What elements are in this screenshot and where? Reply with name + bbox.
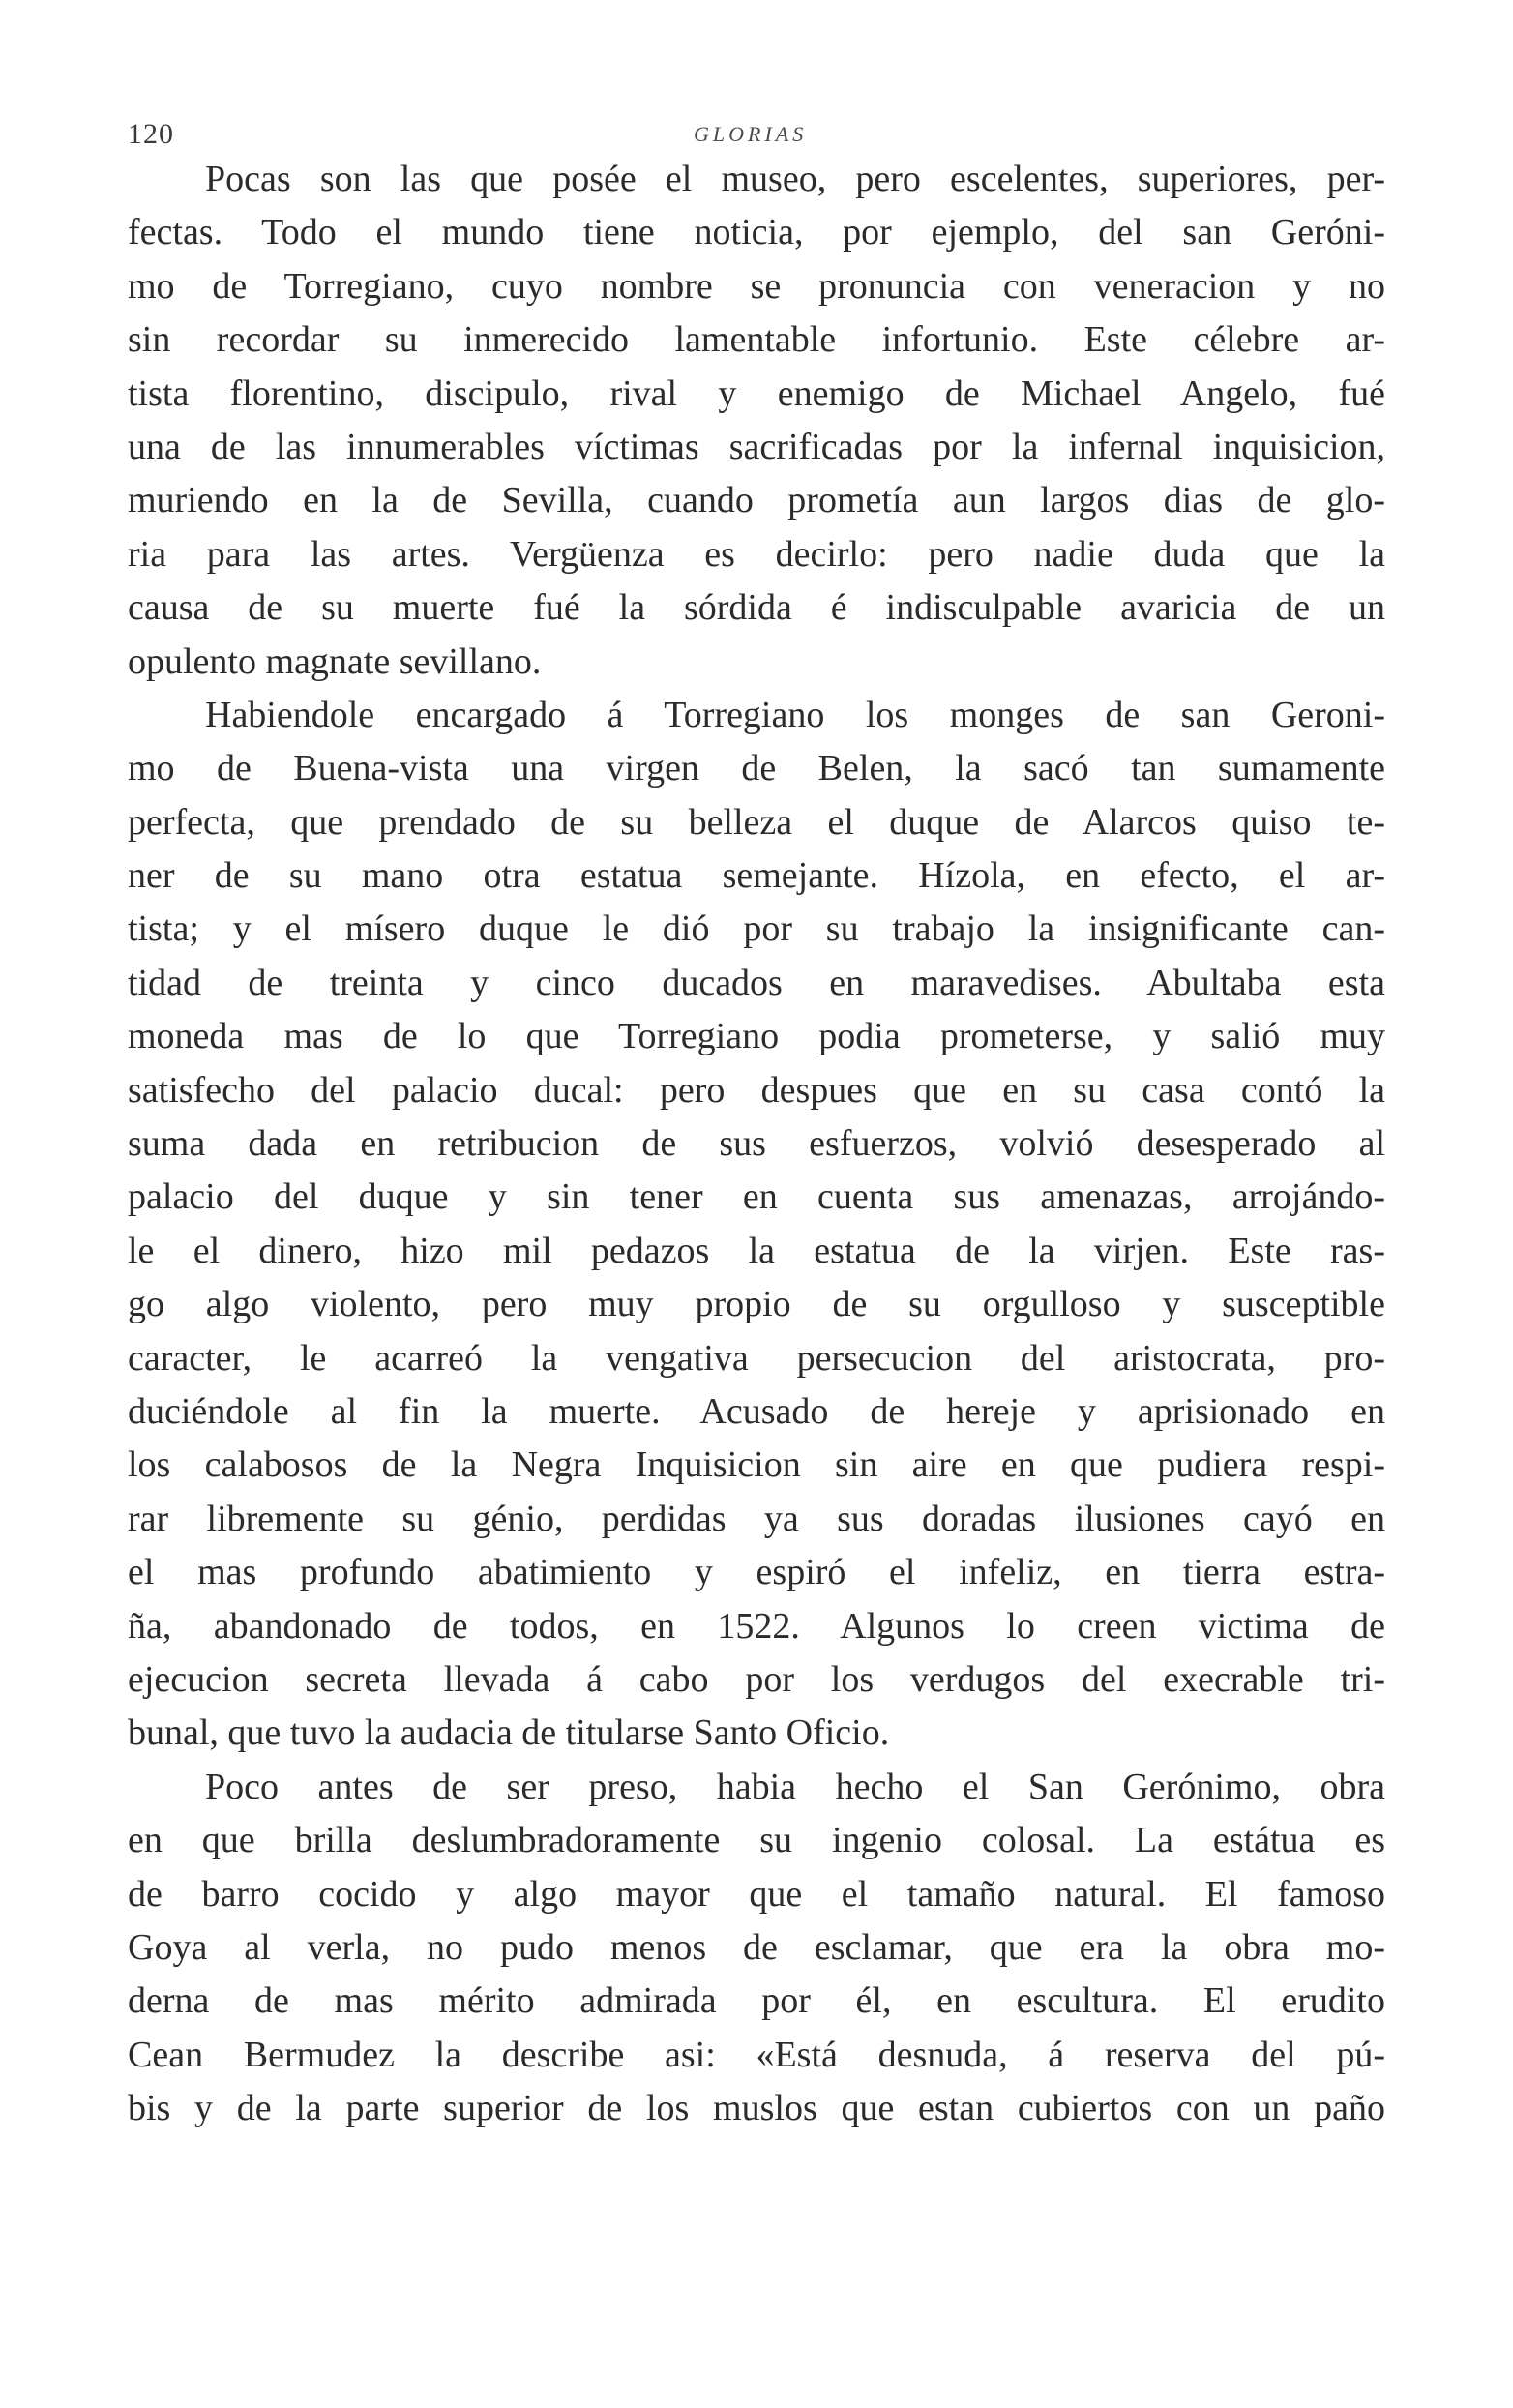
text-line: perfecta, que prendado de su belleza el duque de Alarcos quiso te- (128, 801, 1385, 843)
text-line: tidad de treinta y cinco ducados en maravedises. Abultaba esta (128, 962, 1385, 1003)
text-line: en que brilla deslumbradoramente su ingenio colosal. La estátua es (128, 1820, 1385, 1861)
text-line: palacio del duque y sin tener en cuenta sus amenazas, arrojándo- (128, 1176, 1385, 1218)
text-line: le el dinero, hizo mil pedazos la estatua de la virjen. Este ras- (128, 1230, 1385, 1271)
text-line: opulento magnate sevillano. (128, 640, 542, 682)
text-line: rar libremente su génio, perdidas ya sus doradas ilusiones cayó en (128, 1498, 1385, 1539)
text-line: ejecucion secreta llevada á cabo por los verdugos del execrable tri- (128, 1658, 1385, 1700)
text-line: Goya al verla, no pudo menos de esclamar, que era la obra mo- (128, 1926, 1385, 1968)
text-line: mo de Buena-vista una virgen de Belen, la sacó tan sumamente (128, 748, 1385, 789)
text-line: Cean Bermudez la describe asi: «Está desnuda, á reserva del pú- (128, 2034, 1385, 2075)
text-line: moneda mas de lo que Torregiano podia prometerse, y salió muy (128, 1016, 1385, 1057)
text-line: ña, abandonado de todos, en 1522. Algunos lo creen victima de (128, 1605, 1385, 1647)
text-line: suma dada en retribucion de sus esfuerzos, volvió desesperado al (128, 1123, 1385, 1165)
text-line: tista; y el mísero duque le dió por su trabajo la insignificante can- (128, 908, 1385, 950)
text-line: los calabosos de la Negra Inquisicion sin aire en que pudiera respi- (128, 1444, 1385, 1486)
text-line: satisfecho del palacio ducal: pero despues que en su casa contó la (128, 1069, 1385, 1111)
text-line: Habiendole encargado á Torregiano los monges de san Geroni- (205, 694, 1385, 735)
text-line: derna de mas mérito admirada por él, en escultura. El erudito (128, 1980, 1385, 2022)
text-line: go algo violento, pero muy propio de su orgulloso y susceptible (128, 1284, 1385, 1325)
body-text (128, 153, 1385, 2135)
text-line: duciéndole al fin la muerte. Acusado de hereje y aprisionado en (128, 1390, 1385, 1432)
text-line: caracter, le acarreó la vengativa persecucion del aristocrata, pro- (128, 1337, 1385, 1379)
text-line: el mas profundo abatimiento y espiró el infeliz, en tierra estra- (128, 1552, 1385, 1593)
text-line: de barro cocido y algo mayor que el tamaño natural. El famoso (128, 1873, 1385, 1915)
running-head (128, 118, 1385, 157)
text-line: causa de su muerte fué la sórdida é indisculpable avaricia de un (128, 587, 1385, 629)
text-line: sin recordar su inmerecido lamentable infortunio. Este célebre ar- (128, 319, 1385, 361)
page-number: 120 (128, 118, 174, 150)
text-line: Poco antes de ser preso, habia hecho el San Gerónimo, obra (205, 1766, 1385, 1807)
text-line: una de las innumerables víctimas sacrificadas por la infernal inquisicion, (128, 426, 1385, 467)
text-line: bunal, que tuvo la audacia de titularse Santo Oficio. (128, 1712, 890, 1754)
text-line: ner de su mano otra estatua semejante. Hízola, en efecto, el ar- (128, 855, 1385, 897)
text-line: mo de Torregiano, cuyo nombre se pronuncia con veneracion y no (128, 265, 1385, 307)
text-line: muriendo en la de Sevilla, cuando prometía aun largos dias de glo- (128, 480, 1385, 521)
text-line: Pocas son las que posée el museo, pero escelentes, superiores, per- (205, 159, 1385, 199)
text-line: tista florentino, discipulo, rival y enemigo de Michael Angelo, fué (128, 372, 1385, 414)
text-line: bis y de la parte superior de los muslos que estan cubiertos con un paño (128, 2088, 1385, 2129)
text-line: ria para las artes. Vergüenza es decirlo: pero nadie duda que la (128, 533, 1385, 575)
text-line: fectas. Todo el mundo tiene noticia, por ejemplo, del san Geróni- (128, 212, 1385, 253)
running-title: GLORIAS (694, 122, 808, 146)
